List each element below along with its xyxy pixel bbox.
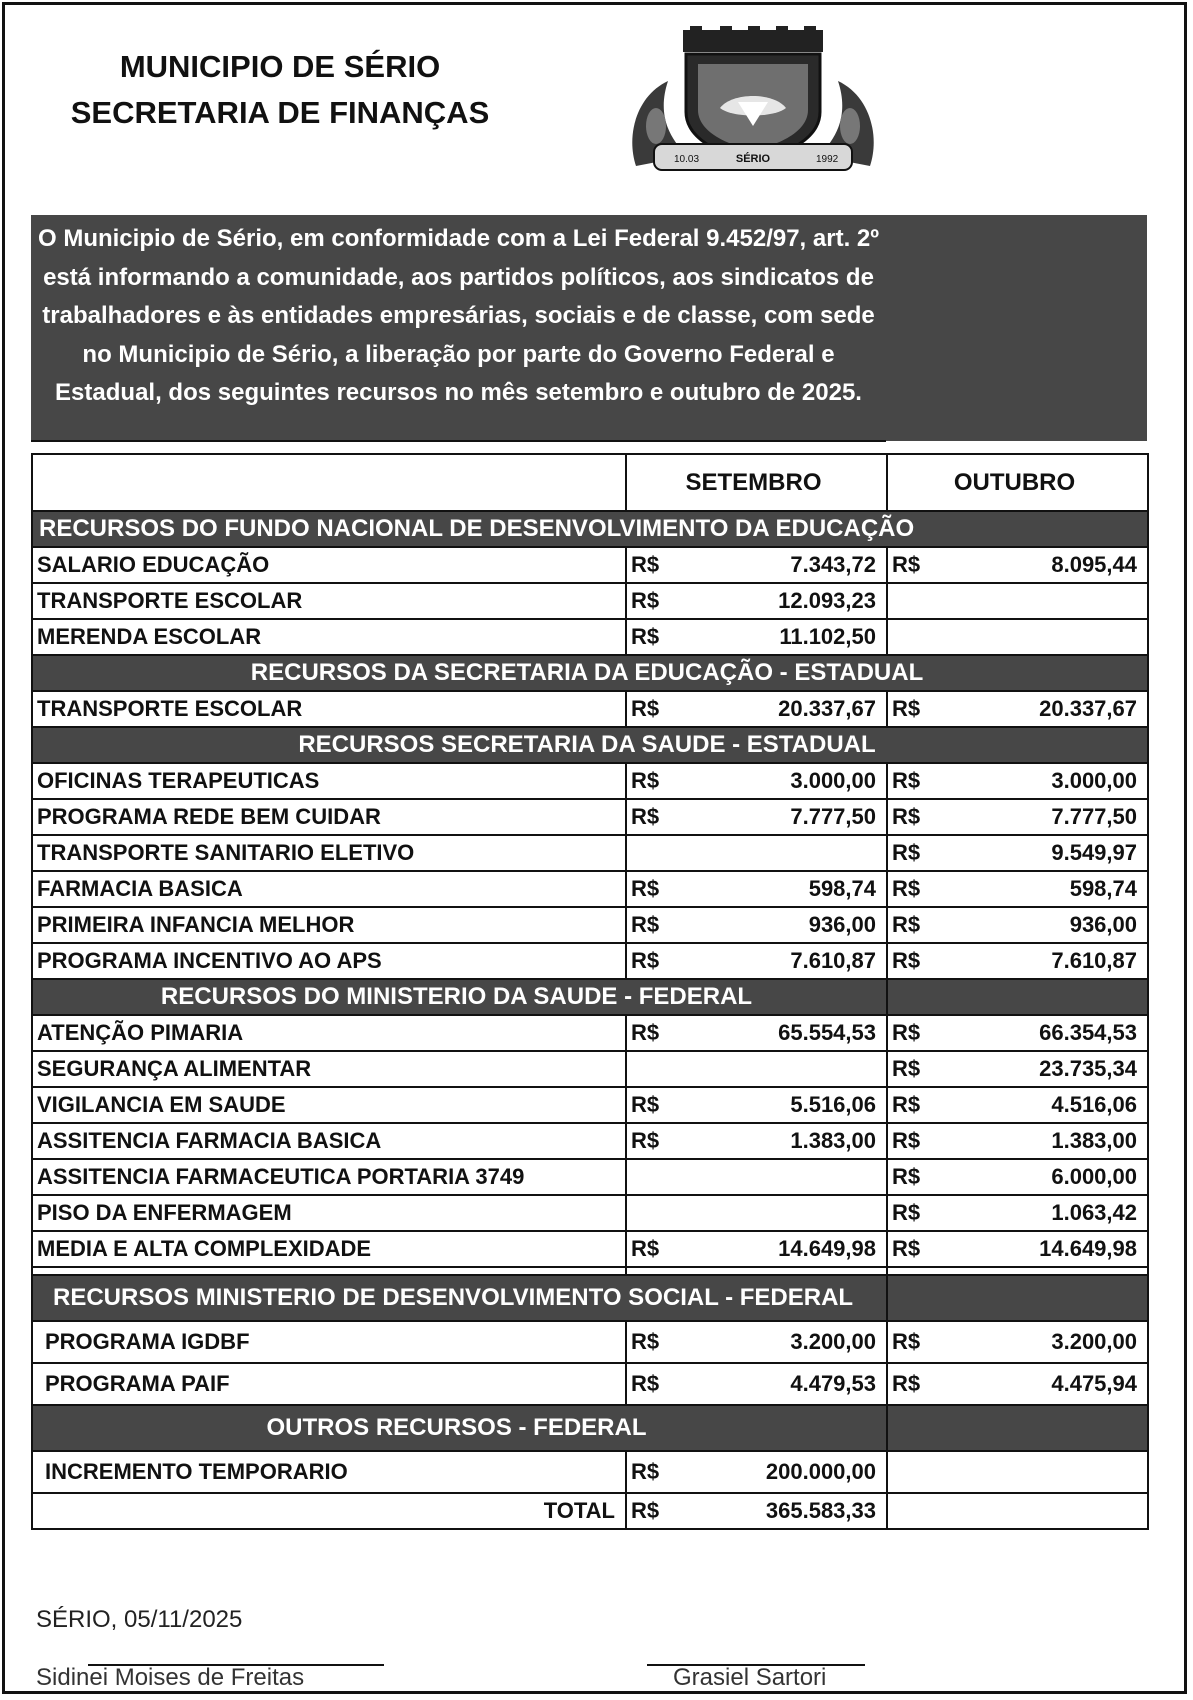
row-label: PROGRAMA INCENTIVO AO APS	[32, 943, 626, 979]
table-row	[32, 1451, 1148, 1493]
section-title: RECURSOS DO FUNDO NACIONAL DE DESENVOLVIMENTO DA EDUCAÇÃO	[32, 511, 1148, 547]
amount: 66.354,53	[1039, 1020, 1137, 1045]
setembro-value-cell	[626, 619, 887, 655]
section-header-row	[32, 1275, 1148, 1321]
document-date: SÉRIO, 05/11/2025	[36, 1606, 243, 1633]
currency-symbol: R$	[892, 552, 921, 577]
section-title: RECURSOS SECRETARIA DA SAUDE - ESTADUAL	[32, 727, 1148, 763]
amount: 3.200,00	[790, 1329, 876, 1354]
section-header-row	[32, 511, 1148, 547]
currency-symbol: R$	[892, 804, 921, 829]
table-row	[32, 835, 1148, 871]
outubro-value-cell	[887, 1363, 1148, 1405]
amount: 5.516,06	[790, 1092, 876, 1117]
section-header-row	[32, 1405, 1148, 1451]
outubro-value-cell	[887, 691, 1148, 727]
currency-symbol: R$	[892, 1092, 921, 1117]
setembro-value-cell	[626, 907, 887, 943]
section-header-row	[32, 979, 1148, 1015]
section-title: OUTROS RECURSOS - FEDERAL	[32, 1405, 887, 1451]
table-row	[32, 1195, 1148, 1231]
currency-symbol: R$	[892, 696, 921, 721]
table-row	[32, 1015, 1148, 1051]
setembro-value-cell	[626, 583, 887, 619]
column-header-setembro: SETEMBRO	[626, 454, 887, 511]
section-header-row	[32, 655, 1148, 691]
row-label: ASSITENCIA FARMACEUTICA PORTARIA 3749	[32, 1159, 626, 1195]
amount: 65.554,53	[778, 1020, 876, 1045]
row-label: PROGRAMA REDE BEM CUIDAR	[32, 799, 626, 835]
currency-symbol: R$	[631, 804, 660, 829]
table-row	[32, 583, 1148, 619]
setembro-value-cell	[626, 691, 887, 727]
table-row	[32, 1051, 1148, 1087]
department-name: SECRETARIA DE FINANÇAS	[70, 95, 490, 130]
table-row	[32, 1321, 1148, 1363]
row-label: PRIMEIRA INFANCIA MELHOR	[32, 907, 626, 943]
table-header-row	[32, 454, 1148, 511]
table-row	[32, 1231, 1148, 1267]
signatory-name-1: Sidinei Moises de Freitas	[36, 1666, 305, 1688]
row-label: MEDIA E ALTA COMPLEXIDADE	[32, 1231, 626, 1267]
table-row	[32, 799, 1148, 835]
table-row	[32, 1087, 1148, 1123]
amount: 1.063,42	[1051, 1200, 1137, 1225]
currency-symbol: R$	[631, 912, 660, 937]
amount: 23.735,34	[1039, 1056, 1137, 1081]
setembro-value-cell	[626, 1451, 887, 1493]
gap-cell	[887, 1267, 1148, 1275]
crest-text-center: SÉRIO	[735, 153, 771, 165]
table-row	[32, 1159, 1148, 1195]
resources-table	[31, 453, 1149, 1530]
currency-symbol: R$	[892, 1128, 921, 1153]
amount: 7.610,87	[1051, 948, 1137, 973]
table-row	[32, 943, 1148, 979]
crest-text-left: 10.03	[674, 154, 700, 165]
currency-symbol: R$	[631, 1236, 660, 1261]
amount: 3.200,00	[1051, 1329, 1137, 1354]
row-label: TRANSPORTE SANITARIO ELETIVO	[32, 835, 626, 871]
table-row	[32, 907, 1148, 943]
setembro-value-cell	[626, 1231, 887, 1267]
coat-of-arms-icon	[628, 26, 878, 176]
row-label: INCREMENTO TEMPORARIO	[32, 1451, 626, 1493]
section-header-row	[32, 727, 1148, 763]
currency-symbol: R$	[892, 1236, 921, 1261]
table-row	[32, 547, 1148, 583]
outubro-value-cell	[887, 907, 1148, 943]
outubro-value-cell	[887, 583, 1148, 619]
table-row	[32, 763, 1148, 799]
outubro-value-cell	[887, 1321, 1148, 1363]
setembro-value-cell	[626, 835, 887, 871]
currency-symbol: R$	[631, 552, 660, 577]
row-label: PROGRAMA PAIF	[32, 1363, 626, 1405]
setembro-value-cell	[626, 1363, 887, 1405]
setembro-value-cell	[626, 1087, 887, 1123]
currency-symbol: R$	[631, 1329, 660, 1354]
table-row	[32, 1123, 1148, 1159]
amount: 14.649,98	[1039, 1236, 1137, 1261]
outubro-value-cell	[887, 871, 1148, 907]
outubro-value-cell	[887, 835, 1148, 871]
amount: 9.549,97	[1051, 840, 1137, 865]
currency-symbol: R$	[631, 1498, 660, 1523]
row-label: SEGURANÇA ALIMENTAR	[32, 1051, 626, 1087]
amount: 598,74	[808, 876, 876, 901]
section-blank-cell	[887, 979, 1148, 1015]
outubro-value-cell	[887, 1015, 1148, 1051]
currency-symbol: R$	[892, 1371, 921, 1396]
row-label: VIGILANCIA EM SAUDE	[32, 1087, 626, 1123]
outubro-value-cell	[887, 547, 1148, 583]
currency-symbol: R$	[631, 588, 660, 613]
table-row	[32, 691, 1148, 727]
currency-symbol: R$	[631, 948, 660, 973]
row-label: ATENÇÃO PIMARIA	[32, 1015, 626, 1051]
table-row	[32, 871, 1148, 907]
setembro-value-cell	[626, 547, 887, 583]
section-title: RECURSOS MINISTERIO DE DESENVOLVIMENTO SOCIAL - FEDERAL	[32, 1275, 887, 1321]
table-row	[32, 619, 1148, 655]
setembro-value-cell	[626, 763, 887, 799]
total-outubro-cell	[887, 1493, 1148, 1529]
section-blank-cell	[887, 1405, 1148, 1451]
amount: 7.777,50	[790, 804, 876, 829]
outubro-value-cell	[887, 619, 1148, 655]
amount: 8.095,44	[1051, 552, 1137, 577]
row-label: MERENDA ESCOLAR	[32, 619, 626, 655]
currency-symbol: R$	[892, 876, 921, 901]
header-blank-cell	[32, 454, 626, 511]
amount: 6.000,00	[1051, 1164, 1137, 1189]
column-header-outubro: OUTUBRO	[887, 454, 1148, 511]
outubro-value-cell	[887, 1123, 1148, 1159]
amount: 3.000,00	[1051, 768, 1137, 793]
row-label: OFICINAS TERAPEUTICAS	[32, 763, 626, 799]
total-setembro-cell	[626, 1493, 887, 1529]
amount: 200.000,00	[765, 1459, 876, 1484]
currency-symbol: R$	[631, 1092, 660, 1117]
amount: 4.479,53	[790, 1371, 876, 1396]
outubro-value-cell	[887, 1087, 1148, 1123]
amount: 4.516,06	[1051, 1092, 1137, 1117]
crest-text-right: 1992	[816, 154, 839, 165]
section-title: RECURSOS DO MINISTERIO DA SAUDE - FEDERAL	[32, 979, 887, 1015]
outubro-value-cell	[887, 1051, 1148, 1087]
currency-symbol: R$	[631, 1020, 660, 1045]
amount: 7.777,50	[1051, 804, 1137, 829]
outubro-value-cell	[887, 763, 1148, 799]
outubro-value-cell	[887, 1195, 1148, 1231]
amount: 1.383,00	[1051, 1128, 1137, 1153]
amount: 936,00	[1069, 912, 1137, 937]
amount: 11.102,50	[779, 624, 876, 649]
total-label: TOTAL	[32, 1493, 626, 1529]
municipality-name: MUNICIPIO DE SÉRIO	[119, 49, 441, 84]
gap-cell	[626, 1267, 887, 1275]
setembro-value-cell	[626, 1195, 887, 1231]
currency-symbol: R$	[892, 840, 921, 865]
amount: 20.337,67	[778, 696, 876, 721]
row-label: PROGRAMA IGDBF	[32, 1321, 626, 1363]
row-label: SALARIO EDUCAÇÃO	[32, 547, 626, 583]
currency-symbol: R$	[892, 1020, 921, 1045]
table-row	[32, 1363, 1148, 1405]
outubro-value-cell	[887, 1231, 1148, 1267]
amount: 14.649,98	[778, 1236, 876, 1261]
gap-cell	[32, 1267, 626, 1275]
row-label: TRANSPORTE ESCOLAR	[32, 583, 626, 619]
row-label: TRANSPORTE ESCOLAR	[32, 691, 626, 727]
setembro-value-cell	[626, 1051, 887, 1087]
amount: 1.383,00	[790, 1128, 876, 1153]
amount: 3.000,00	[790, 768, 876, 793]
setembro-value-cell	[626, 1159, 887, 1195]
amount: 365.583,33	[765, 1498, 876, 1523]
currency-symbol: R$	[631, 1371, 660, 1396]
row-label: PISO DA ENFERMAGEM	[32, 1195, 626, 1231]
setembro-value-cell	[626, 871, 887, 907]
currency-symbol: R$	[892, 1164, 921, 1189]
currency-symbol: R$	[892, 768, 921, 793]
table-gap-row	[32, 1267, 1148, 1275]
currency-symbol: R$	[631, 696, 660, 721]
currency-symbol: R$	[892, 912, 921, 937]
signatory-name-2: Grasiel Sartori	[673, 1666, 827, 1688]
outubro-value-cell	[887, 799, 1148, 835]
setembro-value-cell	[626, 1123, 887, 1159]
intro-notice: O Municipio de Sério, em conformidade com a Lei Federal 9.452/97, art. 2º está informando a comunidade, aos partidos políticos, aos sindicatos de trabalhadores e às entidades empresárias, sociais e de classe, com sede no Municipio de Sério, a liberação por parte do Governo Federal e Estadual, dos seguintes recursos no mês setembro e outubro de 2025.	[37, 225, 880, 406]
outubro-value-cell	[887, 943, 1148, 979]
intro-divider	[31, 440, 886, 442]
row-label: ASSITENCIA FARMACIA BASICA	[32, 1123, 626, 1159]
currency-symbol: R$	[892, 1056, 921, 1081]
section-title: RECURSOS DA SECRETARIA DA EDUCAÇÃO - ESTADUAL	[32, 655, 1148, 691]
total-row	[32, 1493, 1148, 1529]
row-label: FARMACIA BASICA	[32, 871, 626, 907]
amount: 7.343,72	[790, 552, 876, 577]
currency-symbol: R$	[631, 624, 660, 649]
setembro-value-cell	[626, 1015, 887, 1051]
amount: 12.093,23	[778, 588, 876, 613]
currency-symbol: R$	[892, 948, 921, 973]
amount: 4.475,94	[1051, 1371, 1137, 1396]
outubro-value-cell	[887, 1451, 1148, 1493]
currency-symbol: R$	[892, 1329, 921, 1354]
amount: 20.337,67	[1039, 696, 1137, 721]
currency-symbol: R$	[631, 1459, 660, 1484]
setembro-value-cell	[626, 1321, 887, 1363]
currency-symbol: R$	[631, 876, 660, 901]
setembro-value-cell	[626, 799, 887, 835]
outubro-value-cell	[887, 1159, 1148, 1195]
currency-symbol: R$	[631, 768, 660, 793]
amount: 7.610,87	[790, 948, 876, 973]
currency-symbol: R$	[631, 1128, 660, 1153]
page-title	[60, 44, 500, 136]
amount: 936,00	[808, 912, 876, 937]
currency-symbol: R$	[892, 1200, 921, 1225]
setembro-value-cell	[626, 943, 887, 979]
section-blank-cell	[887, 1275, 1148, 1321]
amount: 598,74	[1069, 876, 1137, 901]
